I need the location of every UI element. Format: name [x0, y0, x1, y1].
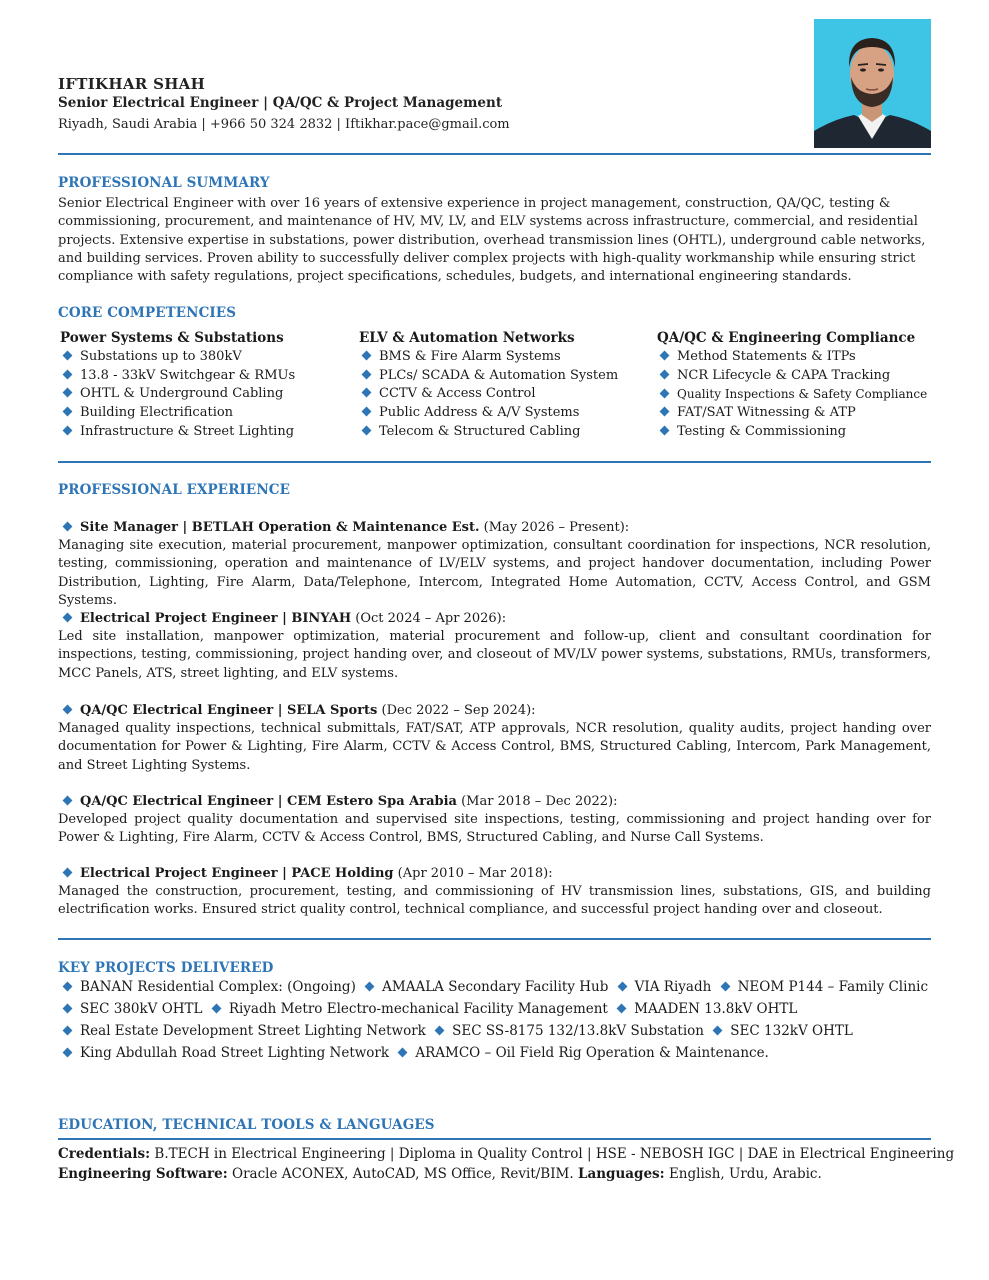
- competency-item: Substations up to 380kV: [58, 348, 348, 367]
- job-entry: [58, 701, 931, 775]
- diamond-bullet-icon: [362, 351, 372, 361]
- job-description: Managed the construction, procurement, testing, and commissioning of HV transmission lines, substations, GIS, and building electrification works. Ensured strict quality control, technical compliance, and successful project handing over and closeout.: [58, 884, 931, 918]
- diamond-bullet-icon: [63, 796, 73, 806]
- competency-column: [357, 329, 647, 441]
- diamond-bullet-icon: [362, 388, 372, 398]
- project-item: BANAN Residential Complex: (Ongoing): [80, 979, 356, 995]
- diamond-bullet-icon: [660, 369, 670, 379]
- diamond-bullet-icon: [362, 407, 372, 417]
- job-dates: (Mar 2018 – Dec 2022):: [461, 794, 618, 809]
- competency-item: NCR Lifecycle & CAPA Tracking: [655, 367, 931, 386]
- diamond-bullet-icon: [211, 1004, 221, 1014]
- diamond-bullet-icon: [617, 982, 627, 992]
- job-role: Electrical Project Engineer | BINYAH: [80, 611, 352, 626]
- projects-row: [58, 1043, 769, 1063]
- project-item: VIA Riyadh: [634, 979, 712, 995]
- diamond-bullet-icon: [63, 407, 73, 417]
- project-item: ARAMCO – Oil Field Rig Operation & Maintenance.: [415, 1045, 769, 1061]
- competency-item: BMS & Fire Alarm Systems: [357, 348, 647, 367]
- job-entry: [58, 864, 931, 920]
- diamond-bullet-icon: [660, 351, 670, 361]
- credentials-value: B.TECH in Electrical Engineering | Diploma in Quality Control | HSE - NEBOSH IGC | DAE in Electrical Engineering: [154, 1146, 955, 1162]
- diamond-bullet-icon: [63, 613, 73, 623]
- competency-item: Public Address & A/V Systems: [357, 404, 647, 423]
- job-description: Led site installation, manpower optimization, material procurement and follow-up, client and consultant coordination for inspections, testing, commissioning, project handing over, and closeout of MV/LV power systems, substations, RMUs, transformers, MCC Panels, ATS, street lighting, and ELV systems.: [58, 629, 931, 681]
- diamond-bullet-icon: [63, 1048, 73, 1058]
- credentials-label: Credentials:: [58, 1146, 151, 1162]
- education-heading: EDUCATION, TECHNICAL TOOLS & LANGUAGES: [58, 1117, 435, 1133]
- job-role: Site Manager | BETLAH Operation & Maintenance Est.: [80, 520, 480, 535]
- competency-item: CCTV & Access Control: [357, 385, 647, 404]
- competencies-heading: CORE COMPETENCIES: [58, 305, 237, 321]
- experience-divider: [58, 938, 931, 940]
- diamond-bullet-icon: [362, 425, 372, 435]
- job-description: Managing site execution, material procurement, manpower optimization, consultant coordination for inspections, NCR resolution, testing, commissioning, operation and maintenance of LV/ELV systems, and project handover documentation, including Power Distribution, Lighting, Fire Alarm, Data/Telephone, Intercom, Integrated Home Automation, CCTV, Access Control, and GSM Systems.: [58, 538, 931, 608]
- diamond-bullet-icon: [63, 868, 73, 878]
- projects-row: [58, 977, 928, 997]
- summary-heading: PROFESSIONAL SUMMARY: [58, 175, 270, 191]
- job-entry: [58, 792, 931, 848]
- competency-item: Building Electrification: [58, 404, 348, 423]
- summary-line: projects. Extensive expertise in substations, power distribution, overhead transmission lines (OHTL), underground cable networks,: [58, 232, 926, 248]
- software-label: Engineering Software:: [58, 1166, 228, 1182]
- candidate-headline: Senior Electrical Engineer | QA/QC & Project Management: [58, 95, 503, 111]
- diamond-bullet-icon: [398, 1048, 408, 1058]
- competency-item: Quality Inspections & Safety Compliance: [655, 385, 931, 404]
- project-item: SEC 380kV OHTL: [80, 1001, 203, 1017]
- diamond-bullet-icon: [63, 1026, 73, 1036]
- job-dates: (Apr 2010 – Mar 2018):: [397, 866, 553, 881]
- competency-item: Method Statements & ITPs: [655, 348, 931, 367]
- job-description: Managed quality inspections, technical submittals, FAT/SAT, ATP approvals, NCR resolution, quality audits, project handing over documentation for Power & Lighting, Fire Alarm, CCTV & Access Control, BMS, Structured Cabling, Intercom, Park Management, and Street Lighting Systems.: [58, 721, 931, 773]
- job-description: Developed project quality documentation and supervised site inspections, testing, commissioning and project handing over for Power & Lighting, Fire Alarm, CCTV & Access Control, BMS, Structured Cabling, and Nurse Call Systems.: [58, 812, 931, 846]
- diamond-bullet-icon: [660, 407, 670, 417]
- diamond-bullet-icon: [362, 369, 372, 379]
- job-title-line: [58, 518, 931, 537]
- summary-line: commissioning, procurement, and maintenance of HV, MV, LV, and ELV systems across infrastructure, commercial, and residential: [58, 214, 918, 230]
- diamond-bullet-icon: [365, 982, 375, 992]
- job-dates: (Oct 2024 – Apr 2026):: [355, 611, 507, 626]
- competencies-divider: [58, 461, 931, 463]
- project-item: Real Estate Development Street Lighting Network: [80, 1023, 426, 1039]
- summary-text: [58, 195, 931, 286]
- diamond-bullet-icon: [63, 982, 73, 992]
- competency-column: [58, 329, 348, 441]
- competency-item: Telecom & Structured Cabling: [357, 423, 647, 442]
- competency-item: FAT/SAT Witnessing & ATP: [655, 404, 931, 423]
- competency-item: Infrastructure & Street Lighting: [58, 423, 348, 442]
- job-dates: (Dec 2022 – Sep 2024):: [381, 703, 536, 718]
- software-languages-line: [58, 1164, 822, 1184]
- diamond-bullet-icon: [63, 425, 73, 435]
- job-title-line: [58, 792, 931, 811]
- competency-column: [655, 329, 931, 441]
- diamond-bullet-icon: [720, 982, 730, 992]
- diamond-bullet-icon: [63, 369, 73, 379]
- software-value: Oracle ACONEX, AutoCAD, MS Office, Revit/BIM.: [232, 1166, 574, 1182]
- job-entry: [58, 518, 931, 610]
- languages-label: Languages:: [577, 1166, 665, 1182]
- summary-line: compliance with safety regulations, project specifications, schedules, budgets, and international engineering standards.: [58, 269, 852, 285]
- job-role: QA/QC Electrical Engineer | SELA Sports: [80, 703, 378, 718]
- projects-row: [58, 999, 797, 1019]
- job-role: QA/QC Electrical Engineer | CEM Estero Spa Arabia: [80, 794, 457, 809]
- experience-heading: PROFESSIONAL EXPERIENCE: [58, 482, 290, 498]
- competency-column-heading: ELV & Automation Networks: [359, 330, 575, 346]
- candidate-name: IFTIKHAR SHAH: [58, 75, 206, 93]
- credentials-line: [58, 1144, 954, 1164]
- job-title-line: [58, 864, 931, 883]
- project-item: AMAALA Secondary Facility Hub: [382, 979, 609, 995]
- job-entry: [58, 609, 931, 683]
- diamond-bullet-icon: [63, 705, 73, 715]
- competency-item: OHTL & Underground Cabling: [58, 385, 348, 404]
- competency-item: Testing & Commissioning: [655, 423, 931, 442]
- languages-value: English, Urdu, Arabic.: [668, 1166, 822, 1182]
- project-item: SEC SS-8175 132/13.8kV Substation: [452, 1023, 704, 1039]
- diamond-bullet-icon: [617, 1004, 627, 1014]
- job-role: Electrical Project Engineer | PACE Holding: [80, 866, 394, 881]
- projects-row: [58, 1021, 853, 1041]
- diamond-bullet-icon: [63, 1004, 73, 1014]
- profile-photo: [814, 19, 931, 148]
- contact-info: Riyadh, Saudi Arabia | +966 50 324 2832 | Iftikhar.pace@gmail.com: [58, 117, 510, 132]
- header-divider: [58, 153, 931, 155]
- diamond-bullet-icon: [660, 389, 670, 399]
- diamond-bullet-icon: [713, 1026, 723, 1036]
- project-item: NEOM P144 – Family Clinic: [737, 979, 929, 995]
- job-dates: (May 2026 – Present):: [483, 520, 630, 535]
- project-item: SEC 132kV OHTL: [730, 1023, 853, 1039]
- project-item: King Abdullah Road Street Lighting Network: [80, 1045, 390, 1061]
- education-divider: [58, 1138, 931, 1140]
- job-title-line: [58, 701, 931, 720]
- project-item: Riyadh Metro Electro-mechanical Facility Management: [228, 1001, 608, 1017]
- diamond-bullet-icon: [63, 351, 73, 361]
- diamond-bullet-icon: [435, 1026, 445, 1036]
- diamond-bullet-icon: [63, 522, 73, 532]
- projects-heading: KEY PROJECTS DELIVERED: [58, 960, 274, 976]
- diamond-bullet-icon: [63, 388, 73, 398]
- competency-column-heading: QA/QC & Engineering Compliance: [657, 330, 916, 346]
- diamond-bullet-icon: [660, 425, 670, 435]
- summary-line: Senior Electrical Engineer with over 16 years of extensive experience in project management, construction, QA/QC, testing &: [58, 196, 891, 211]
- summary-line: and building services. Proven ability to successfully deliver complex projects with high-quality workmanship while ensuring strict: [58, 250, 916, 266]
- competency-item: PLCs/ SCADA & Automation System: [357, 367, 647, 386]
- competency-item: 13.8 - 33kV Switchgear & RMUs: [58, 367, 348, 386]
- portrait-image: [814, 19, 931, 148]
- competency-column-heading: Power Systems & Substations: [60, 330, 284, 346]
- project-item: MAADEN 13.8kV OHTL: [634, 1001, 798, 1017]
- job-title-line: [58, 609, 931, 628]
